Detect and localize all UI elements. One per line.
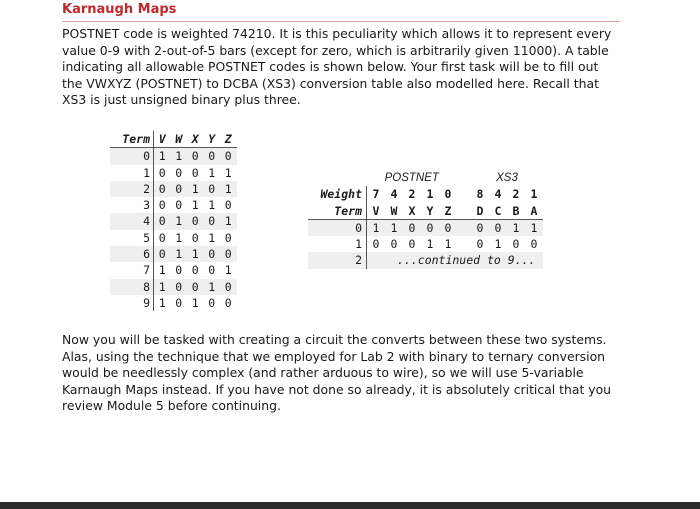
table-row: [110, 262, 237, 278]
table-cell: 0: [204, 148, 221, 165]
table-cell: 0: [220, 246, 237, 262]
weight-row: [308, 186, 543, 202]
table-cell: 0: [154, 213, 171, 229]
table-cell: 0: [512, 237, 520, 252]
table-cell: 1: [175, 230, 183, 245]
continued-note: ...continued to 9...: [367, 252, 544, 268]
table-cell: 0: [187, 213, 204, 229]
header-v: V: [367, 203, 386, 220]
header-x: X: [187, 131, 204, 148]
weight-cell: 0: [444, 187, 452, 202]
table-cell: 2: [110, 181, 154, 197]
table-row: [110, 165, 237, 181]
table-cell: 1: [187, 181, 204, 197]
table-cell: 1: [220, 213, 237, 229]
table-cell: 1: [158, 263, 166, 278]
table-cell: 1: [525, 219, 543, 236]
table-cell: 0: [171, 279, 188, 295]
table-cell: 1: [110, 165, 154, 181]
table-row: [110, 148, 237, 165]
table-cell: 1: [191, 295, 199, 310]
table-cell: 1: [426, 237, 434, 252]
weight-cell: 1: [530, 187, 538, 202]
table-cell: 0: [403, 219, 421, 236]
title-divider: [62, 21, 620, 22]
table-row: [110, 246, 237, 262]
table-cell: 0: [110, 148, 154, 165]
group-label-xs3: XS3: [496, 172, 518, 184]
table-cell: 5: [110, 230, 154, 246]
weight-cell: 1: [426, 187, 434, 202]
table-cell: 0: [439, 219, 457, 236]
table-cell: 4: [110, 213, 154, 229]
table-cell: 0: [191, 230, 199, 245]
weight-cell: 4: [390, 187, 398, 202]
table-cell: 1: [208, 198, 216, 213]
table-cell: 0: [224, 295, 232, 310]
header-w: W: [171, 131, 188, 148]
table-cell: 1: [494, 237, 502, 252]
table-cell: 1: [154, 279, 171, 295]
table-cell: 1: [171, 246, 188, 262]
header-v: V: [154, 131, 171, 148]
weight-cell: 4: [494, 187, 502, 202]
table-cell: 1: [308, 236, 367, 252]
table-cell: 0: [154, 181, 171, 197]
table-cell: 0: [175, 165, 183, 180]
table-cell: 0: [204, 246, 221, 262]
header-y: Y: [204, 131, 221, 148]
table-cell: 0: [191, 165, 199, 180]
header-term: Term: [110, 131, 154, 148]
table-cell: 1: [224, 263, 232, 278]
table-cell: 1: [208, 165, 216, 180]
table-cell: 0: [171, 181, 188, 197]
table-row: [110, 197, 237, 213]
column-header-row: [308, 203, 543, 220]
table-cell: 0: [530, 237, 538, 252]
header-x: X: [403, 203, 421, 220]
table-cell: 8: [110, 279, 154, 295]
table-cell: 0: [476, 237, 484, 252]
table-cell: 1: [385, 219, 403, 236]
intro-paragraph: POSTNET code is weighted 74210. It is this peculiarity which allows it to represent every value 0-9 with 2-out-of-5 bars (except for zero, which is arbitrarily given 11000). A table indicating all allowable POSTNET codes is shown below. Your first task will be to fill out the VWXYZ (POSTNET) to DCBA (XS3) conversion table also modelled here. Recall that XS3 is just unsigned binary plus three.: [62, 26, 612, 108]
table-cell: 0: [208, 295, 216, 310]
table-cell: 0: [372, 237, 380, 252]
table-cell: 0: [175, 295, 183, 310]
table-cell: 1: [158, 295, 166, 310]
table-row: [308, 219, 543, 236]
table-cell: 1: [154, 148, 171, 165]
table-row: [110, 213, 237, 229]
table-cell: 0: [471, 219, 489, 236]
table-cell: 0: [308, 219, 367, 236]
term-label: Term: [308, 203, 367, 220]
table-row: [110, 181, 237, 197]
table-cell: 0: [175, 263, 183, 278]
table-cell: 7: [110, 262, 154, 278]
header-z: Z: [220, 131, 237, 148]
header-b: B: [507, 203, 525, 220]
table-cell: 0: [220, 148, 237, 165]
table-row: [110, 295, 237, 311]
table-cell: 0: [220, 279, 237, 295]
weight-cell: 7: [372, 187, 380, 202]
header-w: W: [385, 203, 403, 220]
table-cell: 0: [158, 230, 166, 245]
table-cell: 0: [191, 263, 199, 278]
table-cell: 0: [390, 237, 398, 252]
table-cell: 1: [367, 219, 386, 236]
table-cell: 0: [408, 237, 416, 252]
weight-cell: 2: [408, 187, 416, 202]
table-cell: 9: [110, 295, 154, 311]
table-cell: 1: [187, 246, 204, 262]
table-cell: 0: [224, 198, 232, 213]
table-cell: 0: [175, 198, 183, 213]
table-cell: 1: [204, 279, 221, 295]
table-cell: 0: [224, 230, 232, 245]
table-cell: 0: [187, 279, 204, 295]
header-d: D: [471, 203, 489, 220]
table-cell: 1: [220, 181, 237, 197]
table-cell: 3: [110, 197, 154, 213]
postnet-xs3-conversion-table: [308, 170, 543, 269]
bottom-bar: [0, 502, 700, 509]
table-cell: 1: [191, 198, 199, 213]
weight-label: Weight: [308, 186, 367, 202]
table-row: [110, 230, 237, 246]
table-cell: 1: [171, 213, 188, 229]
group-label-postnet: POSTNET: [384, 172, 439, 184]
table-row: [110, 279, 237, 295]
header-z: Z: [439, 203, 457, 220]
postnet-code-table: [110, 131, 237, 311]
header-c: C: [489, 203, 507, 220]
header-a: A: [525, 203, 543, 220]
table-cell: 0: [204, 213, 221, 229]
table-cell: 0: [187, 148, 204, 165]
table-cell: 1: [224, 165, 232, 180]
table-cell: 6: [110, 246, 154, 262]
table-header-row: [110, 131, 237, 148]
group-header-row: [308, 170, 543, 186]
table-cell: 0: [154, 246, 171, 262]
table-row: [308, 252, 543, 268]
table-cell: 0: [204, 181, 221, 197]
section-title: Karnaugh Maps: [62, 2, 177, 17]
table-cell: 1: [208, 230, 216, 245]
table-cell: 0: [158, 165, 166, 180]
table-cell: 2: [308, 252, 367, 268]
table-row: [308, 236, 543, 252]
table-cell: 0: [489, 219, 507, 236]
table-cell: 1: [171, 148, 188, 165]
table-cell: 1: [444, 237, 452, 252]
table-cell: 0: [208, 263, 216, 278]
table-cell: 0: [421, 219, 439, 236]
weight-cell: 8: [476, 187, 484, 202]
weight-cell: 2: [512, 187, 520, 202]
closing-paragraph: Now you will be tasked with creating a circuit the converts between these two systems. Alas, using the technique that we employed for Lab 2 with binary to ternary conversion would be needlessly complex (and rather arduous to wire), so we will use 5-variable Karnaugh Maps instead. If you have not done so already, it is absolutely critical that you review Module 5 before continuing.: [62, 332, 612, 414]
table-cell: 1: [507, 219, 525, 236]
header-y: Y: [421, 203, 439, 220]
table-cell: 0: [158, 198, 166, 213]
